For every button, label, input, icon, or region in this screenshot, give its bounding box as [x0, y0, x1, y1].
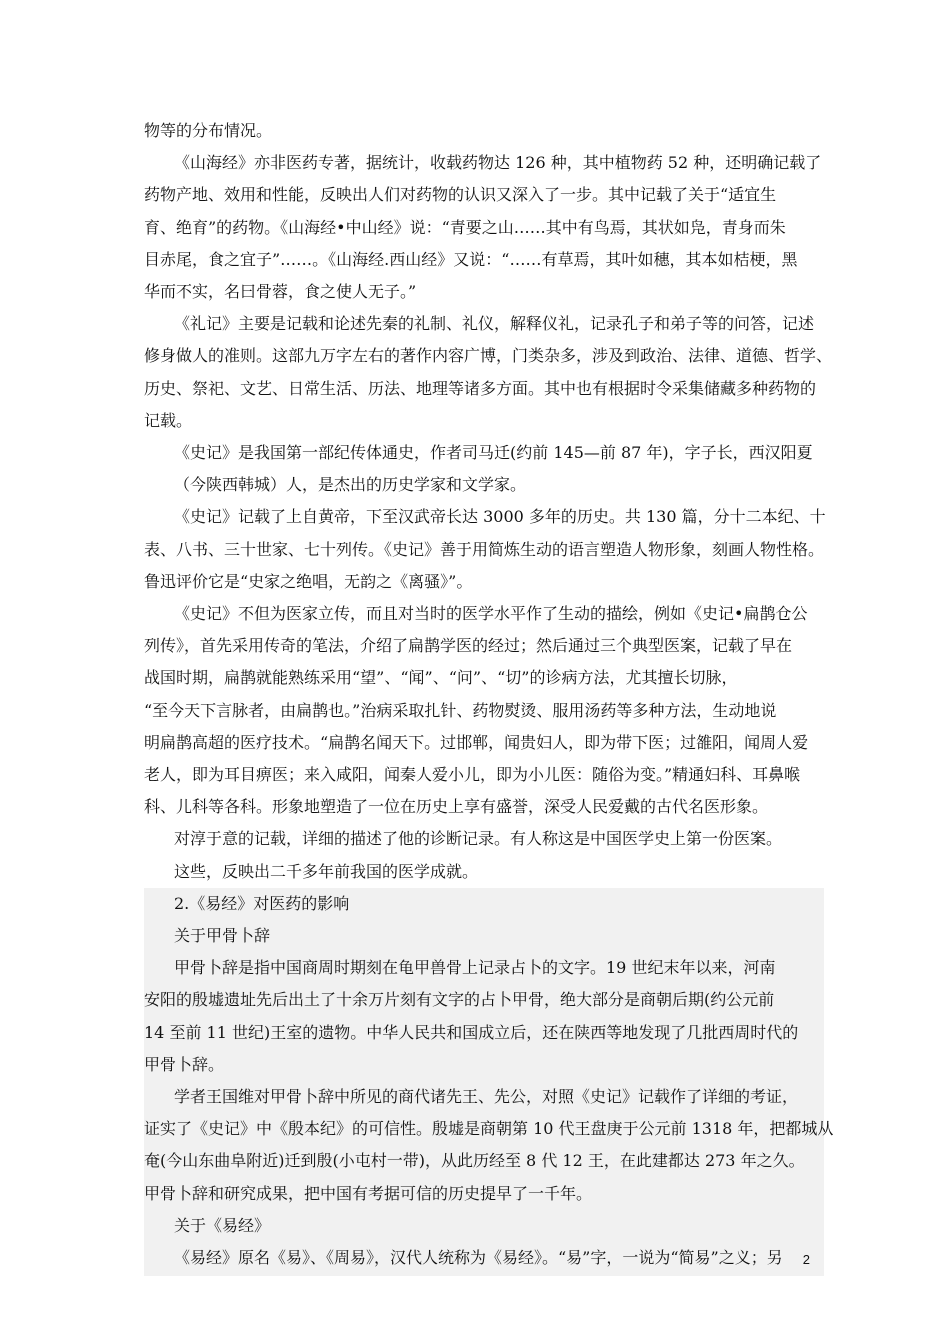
text-line: 《山海经》亦非医药专著，据统计，收载药物达 126 种，其中植物药 52 种，还明确记载了	[174, 153, 822, 173]
text-line: 这些，反映出二千多年前我国的医学成就。	[174, 861, 479, 881]
text-line: 《易经》原名《易》、《周易》，汉代人统称为《易经》。“易”字，一说为“简易”之义；另	[174, 1248, 783, 1267]
text-line: 药物产地、效用和性能，反映出人们对药物的认识又深入了一步。其中记载了关于“适宜生	[144, 185, 777, 205]
text-line: 《史记》不但为医家立传，而且对当时的医学水平作了生动的描绘，例如《史记•扁鹊仓公	[174, 604, 808, 623]
text-line: 列传》，首先采用传奇的笔法，介绍了扁鹊学医的经过；然后通过三个典型医案，记载了早在	[144, 636, 793, 656]
text-line: 记载。	[144, 410, 193, 430]
text-line: 华而不实，名曰骨蓉，食之使人无子。”	[144, 282, 417, 301]
text-line: 甲骨卜辞。	[144, 1054, 225, 1074]
text-line: 表、八书、三十世家、七十列传。《史记》善于用简炼生动的语言塑造人物形象，刻画人物性格。	[144, 539, 825, 559]
text-line: 关于甲骨卜辞	[174, 926, 271, 945]
text-line: 甲骨卜辞和研究成果，把中国有考据可信的历史提早了一千年。	[144, 1183, 593, 1203]
text-line: 物等的分布情况。	[144, 121, 273, 140]
text-line: 战国时期，扁鹊就能熟练采用“望”、“闻”、“问”、“切”的诊病方法，尤其擅长切脉，	[144, 668, 738, 688]
text-line: 对淳于意的记载，详细的描述了他的诊断记录。有人称这是中国医学史上第一份医案。	[174, 829, 783, 849]
text-line: 证实了《史记》中《殷本纪》的可信性。殷墟是商朝第 10 代王盘庚于公元前 1318 年，把都城从	[144, 1119, 834, 1139]
text-line: “至今天下言脉者，由扁鹊也。”治病采取扎针、药物熨烫、服用汤药等多种方法，生动地说	[144, 700, 777, 720]
text-line: 关于《易经》	[174, 1215, 271, 1235]
text-line: 甲骨卜辞是指中国商周时期刻在龟甲兽骨上记录占卜的文字。19 世纪末年以来，河南	[174, 958, 776, 978]
text-line: 14 至前 11 世纪)王室的遗物。中华人民共和国成立后，还在陕西等地发现了几批西周时代的	[144, 1022, 799, 1042]
text-line: 修身做人的准则。这部九万字左右的著作内容广博，门类杂多，涉及到政治、法律、道德、哲学、	[144, 346, 833, 366]
text-line: 《史记》是我国第一部纪传体通史，作者司马迁(约前 145—前 87 年)，字子长，西汉阳夏	[174, 443, 813, 462]
text-line: 鲁迅评价它是“史家之绝唱，无韵之《离骚》”。	[144, 571, 473, 591]
text-line: 明扁鹊高超的医疗技术。“扁鹊名闻天下。过邯郸，闻贵妇人，即为带下医；过雒阳，闻周人爱	[144, 732, 809, 752]
text-line: 老人，即为耳目痹医；来入咸阳，闻秦人爱小儿，即为小儿医：随俗为变。”精通妇科、耳鼻喉	[144, 765, 801, 784]
text-line: 育、绝育”的药物。《山海经•中山经》说：“青要之山……其中有鸟焉，其状如凫，青身而朱	[144, 217, 786, 237]
text-line: 科、儿科等各科。形象地塑造了一位在历史上享有盛誉，深受人民爱戴的古代名医形象。	[144, 797, 769, 817]
text-line: 《礼记》主要是记载和论述先秦的礼制、礼仪，解释仪礼，记录孔子和弟子等的问答，记述	[174, 314, 815, 334]
text-line: 目赤尾，食之宜子”……。《山海经.西山经》又说：“……有草焉，其叶如穗，其本如桔梗，黑	[144, 249, 798, 269]
text-line: 历史、祭祀、文艺、日常生活、历法、地理等诸多方面。其中也有根据时令采集储藏多种药物的	[144, 378, 817, 398]
text-line: 2.《易经》对医药的影响	[174, 893, 350, 913]
text-line: （今陕西韩城）人，是杰出的历史学家和文学家。	[174, 475, 527, 495]
text-line: 《史记》记载了上自黄帝，下至汉武帝长达 3000 多年的历史。共 130 篇，分十二本纪、十	[174, 507, 826, 527]
text-line: 学者王国维对甲骨卜辞中所见的商代诸先王、先公，对照《史记》记载作了详细的考证，	[174, 1087, 799, 1106]
text-line: 安阳的殷墟遗址先后出土了十余万片刻有文字的占卜甲骨，绝大部分是商朝后期(约公元前	[144, 990, 775, 1010]
page-number: 2	[802, 1252, 810, 1267]
text-line: 奄(今山东曲阜附近)迁到殷(小屯村一带)，从此历经至 8 代 12 王，在此建都达 273 年之久。	[144, 1151, 805, 1171]
